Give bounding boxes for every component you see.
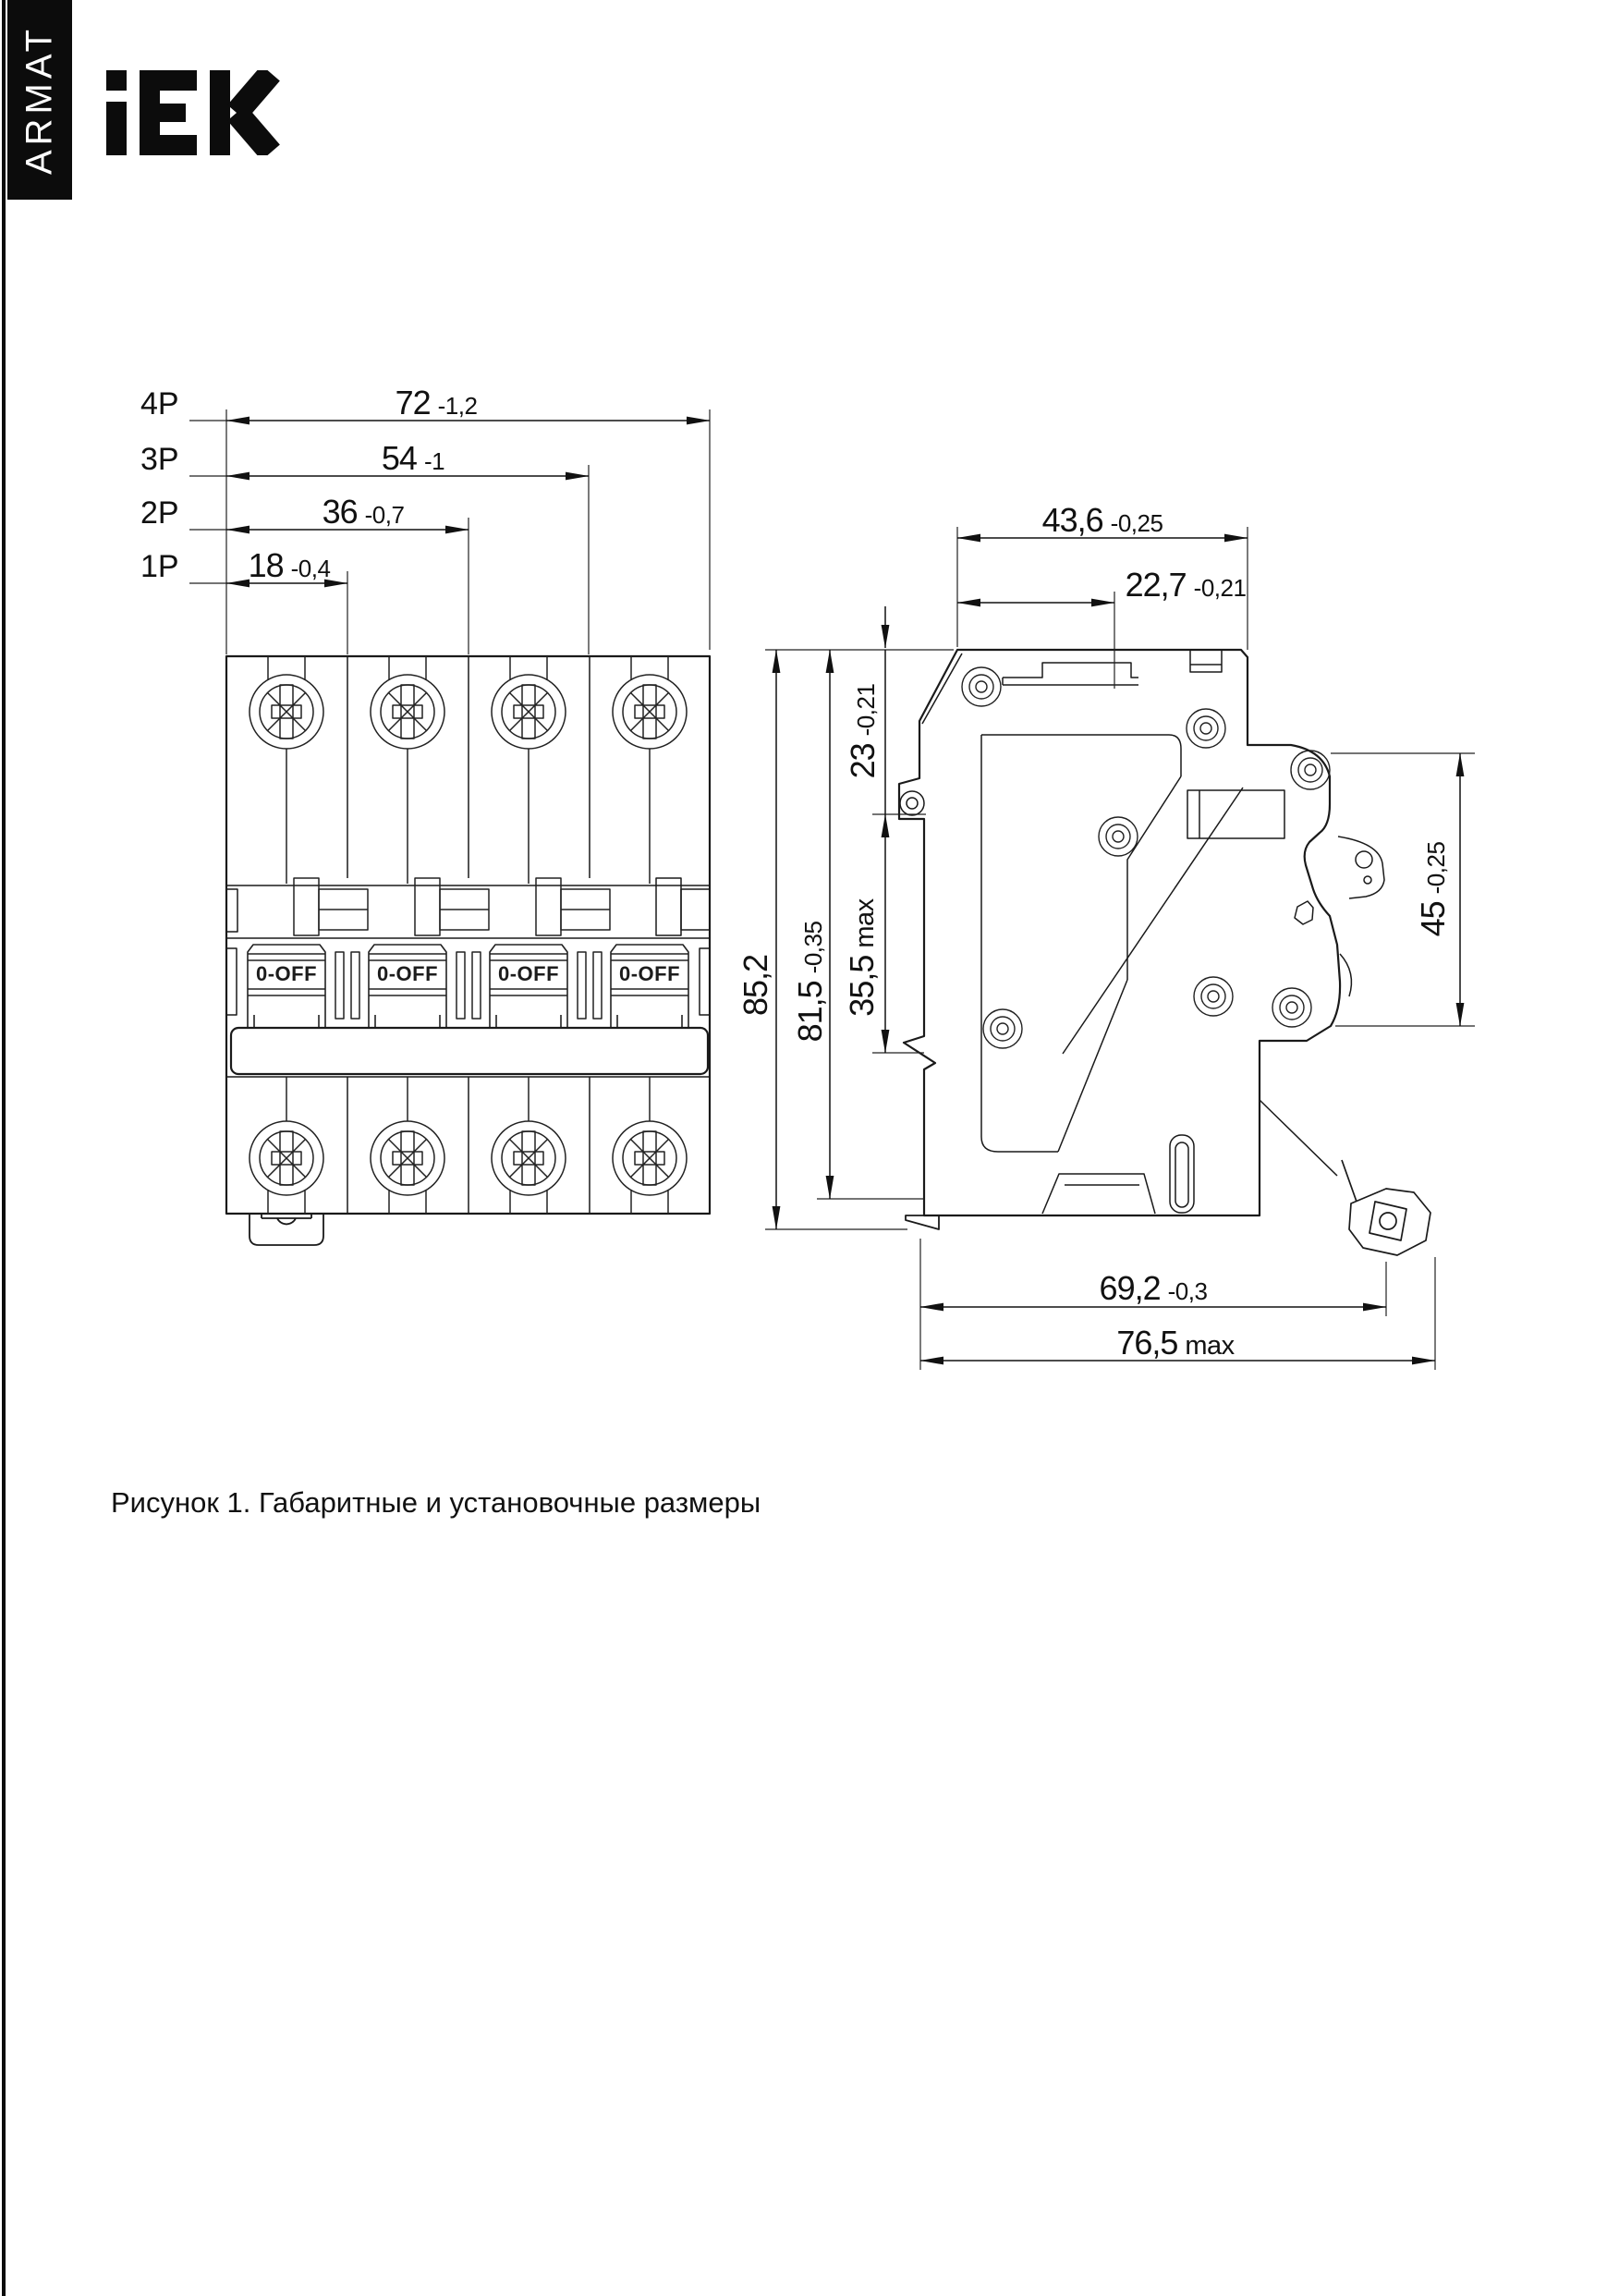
side-view-drawing <box>899 650 1430 1255</box>
pole-label-1p: 1P <box>140 549 179 584</box>
din-latch-knob <box>1342 1160 1430 1255</box>
toggle-label-1: 0-OFF <box>255 962 318 985</box>
dim-height-81-5: 81,5-0,35 <box>791 921 829 1043</box>
toggle-crossbar <box>231 1028 708 1074</box>
dim-width-4p: 72 -1,2 <box>395 384 478 421</box>
dim-top-to-rail-23: 23-0,21 <box>844 683 882 779</box>
dim-width-2p: 36 -0,7 <box>322 493 405 531</box>
dim-height-85-2: 85,2 <box>736 954 774 1017</box>
front-view-drawing <box>226 656 710 1245</box>
dim-depth-43-6: 43,6 -0,25 <box>1041 501 1163 539</box>
brand-sidebar-label: ARMAT <box>18 24 60 176</box>
front-view-dimensions <box>189 409 710 654</box>
toggle-label-3: 0-OFF <box>497 962 560 985</box>
dim-front-panel-45: 45-0,25 <box>1414 841 1452 937</box>
dim-width-3p: 54 -1 <box>381 439 445 477</box>
dim-depth-69-2: 69,2 -0,3 <box>1099 1269 1208 1307</box>
dim-depth-22-7: 22,7 -0,21 <box>1125 566 1247 604</box>
toggle-label-4: 0-OFF <box>618 962 681 985</box>
din-clip-front <box>250 1214 323 1245</box>
toggle-label-2: 0-OFF <box>376 962 439 985</box>
pole-label-4p: 4P <box>140 386 179 421</box>
dim-depth-76-5: 76,5 max <box>1116 1324 1235 1362</box>
dim-width-1p: 18 -0,4 <box>248 546 331 584</box>
dim-rail-zone-35-5: 35,5max <box>843 898 881 1017</box>
pole-label-2p: 2P <box>140 495 179 531</box>
pole-label-3p: 3P <box>140 442 179 477</box>
figure-caption: Рисунок 1. Габаритные и установочные размеры <box>111 1486 761 1519</box>
